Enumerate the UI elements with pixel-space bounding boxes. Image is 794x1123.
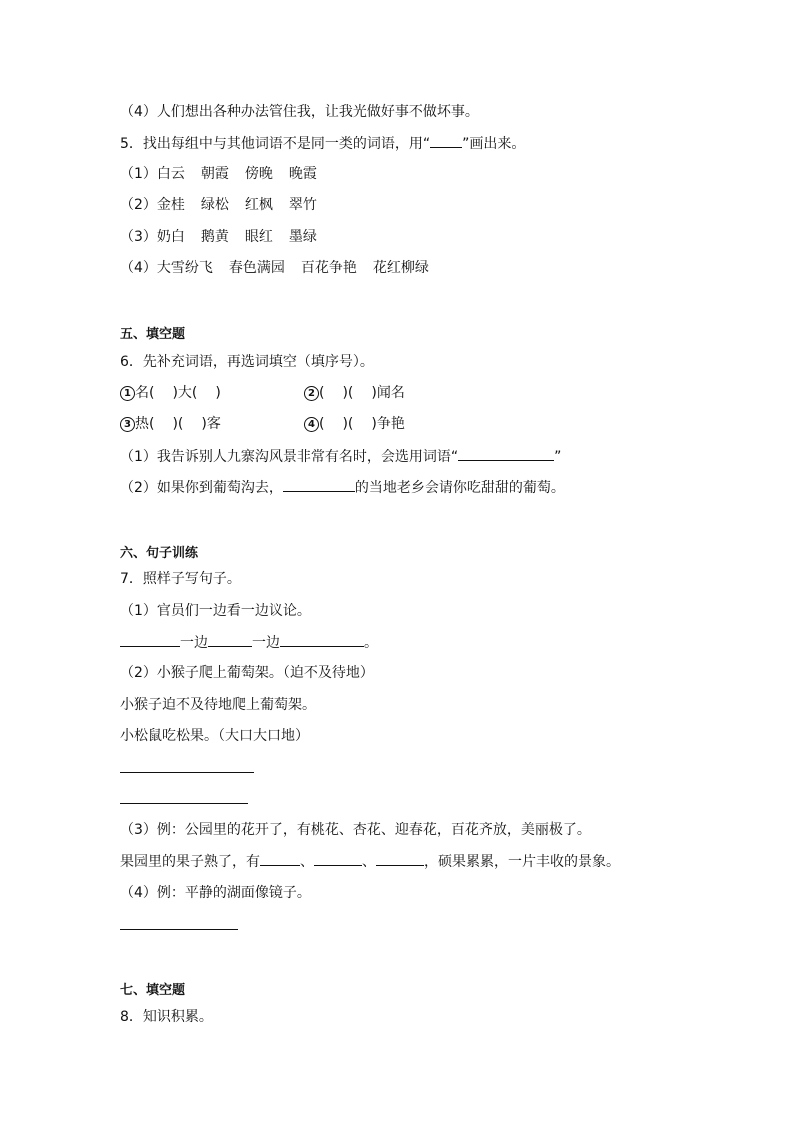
task-text: 、 (300, 854, 314, 870)
word: 墨绿 (288, 229, 317, 245)
circled-number: 4 (304, 417, 319, 432)
answer-blank[interactable] (458, 446, 554, 461)
item-text: ( (319, 385, 325, 401)
word: 红枫 (244, 197, 273, 213)
q7-prompt: 7．照样子写句子。 (120, 571, 241, 587)
q7-example-1: （1）官员们一边看一边议论。 (120, 603, 311, 619)
q7-example-2: （2）小猴子爬上葡萄架。（迫不及待地） (120, 665, 374, 681)
item-text: )( (342, 385, 354, 401)
word: 傍晚 (244, 166, 273, 182)
word: 白云 (156, 166, 185, 182)
q5-prompt (120, 133, 525, 154)
item-text: 名( (135, 385, 155, 401)
word: 奶白 (156, 229, 185, 245)
q5-prompt-a: 5．找出每组中与其他词语不是同一类的词语，用“ (120, 136, 431, 152)
q5-group-1 (120, 164, 317, 184)
task-text: 一边 (252, 635, 280, 651)
item-text: )大( (172, 385, 198, 401)
q7-task-2: 小松鼠吃松果。（大口大口地） (120, 728, 309, 744)
group-label: （4） (120, 260, 157, 276)
answer-blank[interactable] (120, 632, 180, 647)
word: 春色满园 (228, 260, 285, 276)
item-text: )( (172, 416, 184, 432)
section-7-heading: 七、填空题 (120, 983, 186, 998)
q6-fill-1 (120, 446, 561, 467)
q7-example-3: （3）例：公园里的花开了，有桃花、杏花、迎春花，百花齐放，美丽极了。 (120, 822, 591, 838)
q6-prompt: 6．先补充词语，再选词填空（填序号）。 (120, 354, 374, 370)
task-text: 果园里的果子熟了，有 (120, 854, 260, 870)
task-text: 一边 (180, 635, 208, 651)
word: 眼红 (244, 229, 273, 245)
answer-blank[interactable] (283, 477, 355, 492)
word: 朝霞 (200, 166, 229, 182)
section-5-heading: 五、填空题 (120, 327, 186, 342)
q8-prompt: 8．知识积累。 (120, 1009, 213, 1025)
item-text: )客 (201, 416, 221, 432)
group-label: （1） (120, 166, 157, 182)
q7-task-3 (120, 851, 620, 872)
word: 鹅黄 (200, 229, 229, 245)
task-text: ，硕果累累，一片丰收的景象。 (424, 854, 620, 870)
q6-item-3 (120, 414, 221, 434)
task-text: 。 (364, 635, 378, 651)
q7-example-4: （4）例：平静的湖面像镜子。 (120, 885, 311, 901)
circled-number: 3 (120, 417, 135, 432)
word: 绿松 (200, 197, 229, 213)
item-text: 热( (135, 416, 155, 432)
s4-line4: （4）人们想出各种办法管住我，让我光做好事不做坏事。 (120, 104, 479, 120)
q6-item-1 (120, 383, 221, 403)
q5-group-2 (120, 195, 317, 215)
word: 翠竹 (288, 197, 317, 213)
word: 金桂 (156, 197, 185, 213)
answer-blank[interactable] (376, 851, 424, 866)
fill-text: （1）我告诉别人九寨沟风景非常有名时，会选用词语“ (120, 449, 459, 465)
fill-text: 的当地老乡会请你吃甜甜的葡萄。 (354, 480, 565, 496)
q6-item-4 (304, 414, 405, 434)
q5-prompt-b: ”画出来。 (462, 136, 526, 152)
q6-fill-2 (120, 477, 565, 498)
q7-model-2: 小猴子迫不及待地爬上葡萄架。 (120, 697, 316, 713)
fill-text: （2）如果你到葡萄沟去， (120, 480, 283, 496)
word: 花红柳绿 (372, 260, 429, 276)
section-6-heading: 六、句子训练 (120, 546, 199, 561)
circled-number: 2 (304, 386, 319, 401)
answer-line[interactable] (120, 772, 254, 773)
q5-group-4 (120, 258, 429, 278)
q7-task-1 (120, 632, 378, 653)
answer-blank[interactable] (208, 632, 252, 647)
item-text: ( (319, 416, 325, 432)
group-label: （2） (120, 197, 157, 213)
item-text: )( (342, 416, 354, 432)
answer-line[interactable] (120, 929, 238, 930)
item-text: )争艳 (371, 416, 405, 432)
fill-text: ” (554, 449, 562, 465)
answer-blank[interactable] (314, 851, 362, 866)
answer-blank[interactable] (280, 632, 364, 647)
word: 百花争艳 (300, 260, 357, 276)
word: 晚霞 (288, 166, 317, 182)
q6-item-2 (304, 383, 405, 403)
group-label: （3） (120, 229, 157, 245)
word: 大雪纷飞 (156, 260, 213, 276)
item-text: )闻名 (371, 385, 405, 401)
answer-blank[interactable] (260, 851, 300, 866)
task-text: 、 (362, 854, 376, 870)
q5-group-3 (120, 227, 317, 247)
q5-underline-sample (430, 133, 462, 148)
item-text: ) (215, 385, 221, 401)
circled-number: 1 (120, 386, 135, 401)
answer-line[interactable] (120, 803, 248, 804)
